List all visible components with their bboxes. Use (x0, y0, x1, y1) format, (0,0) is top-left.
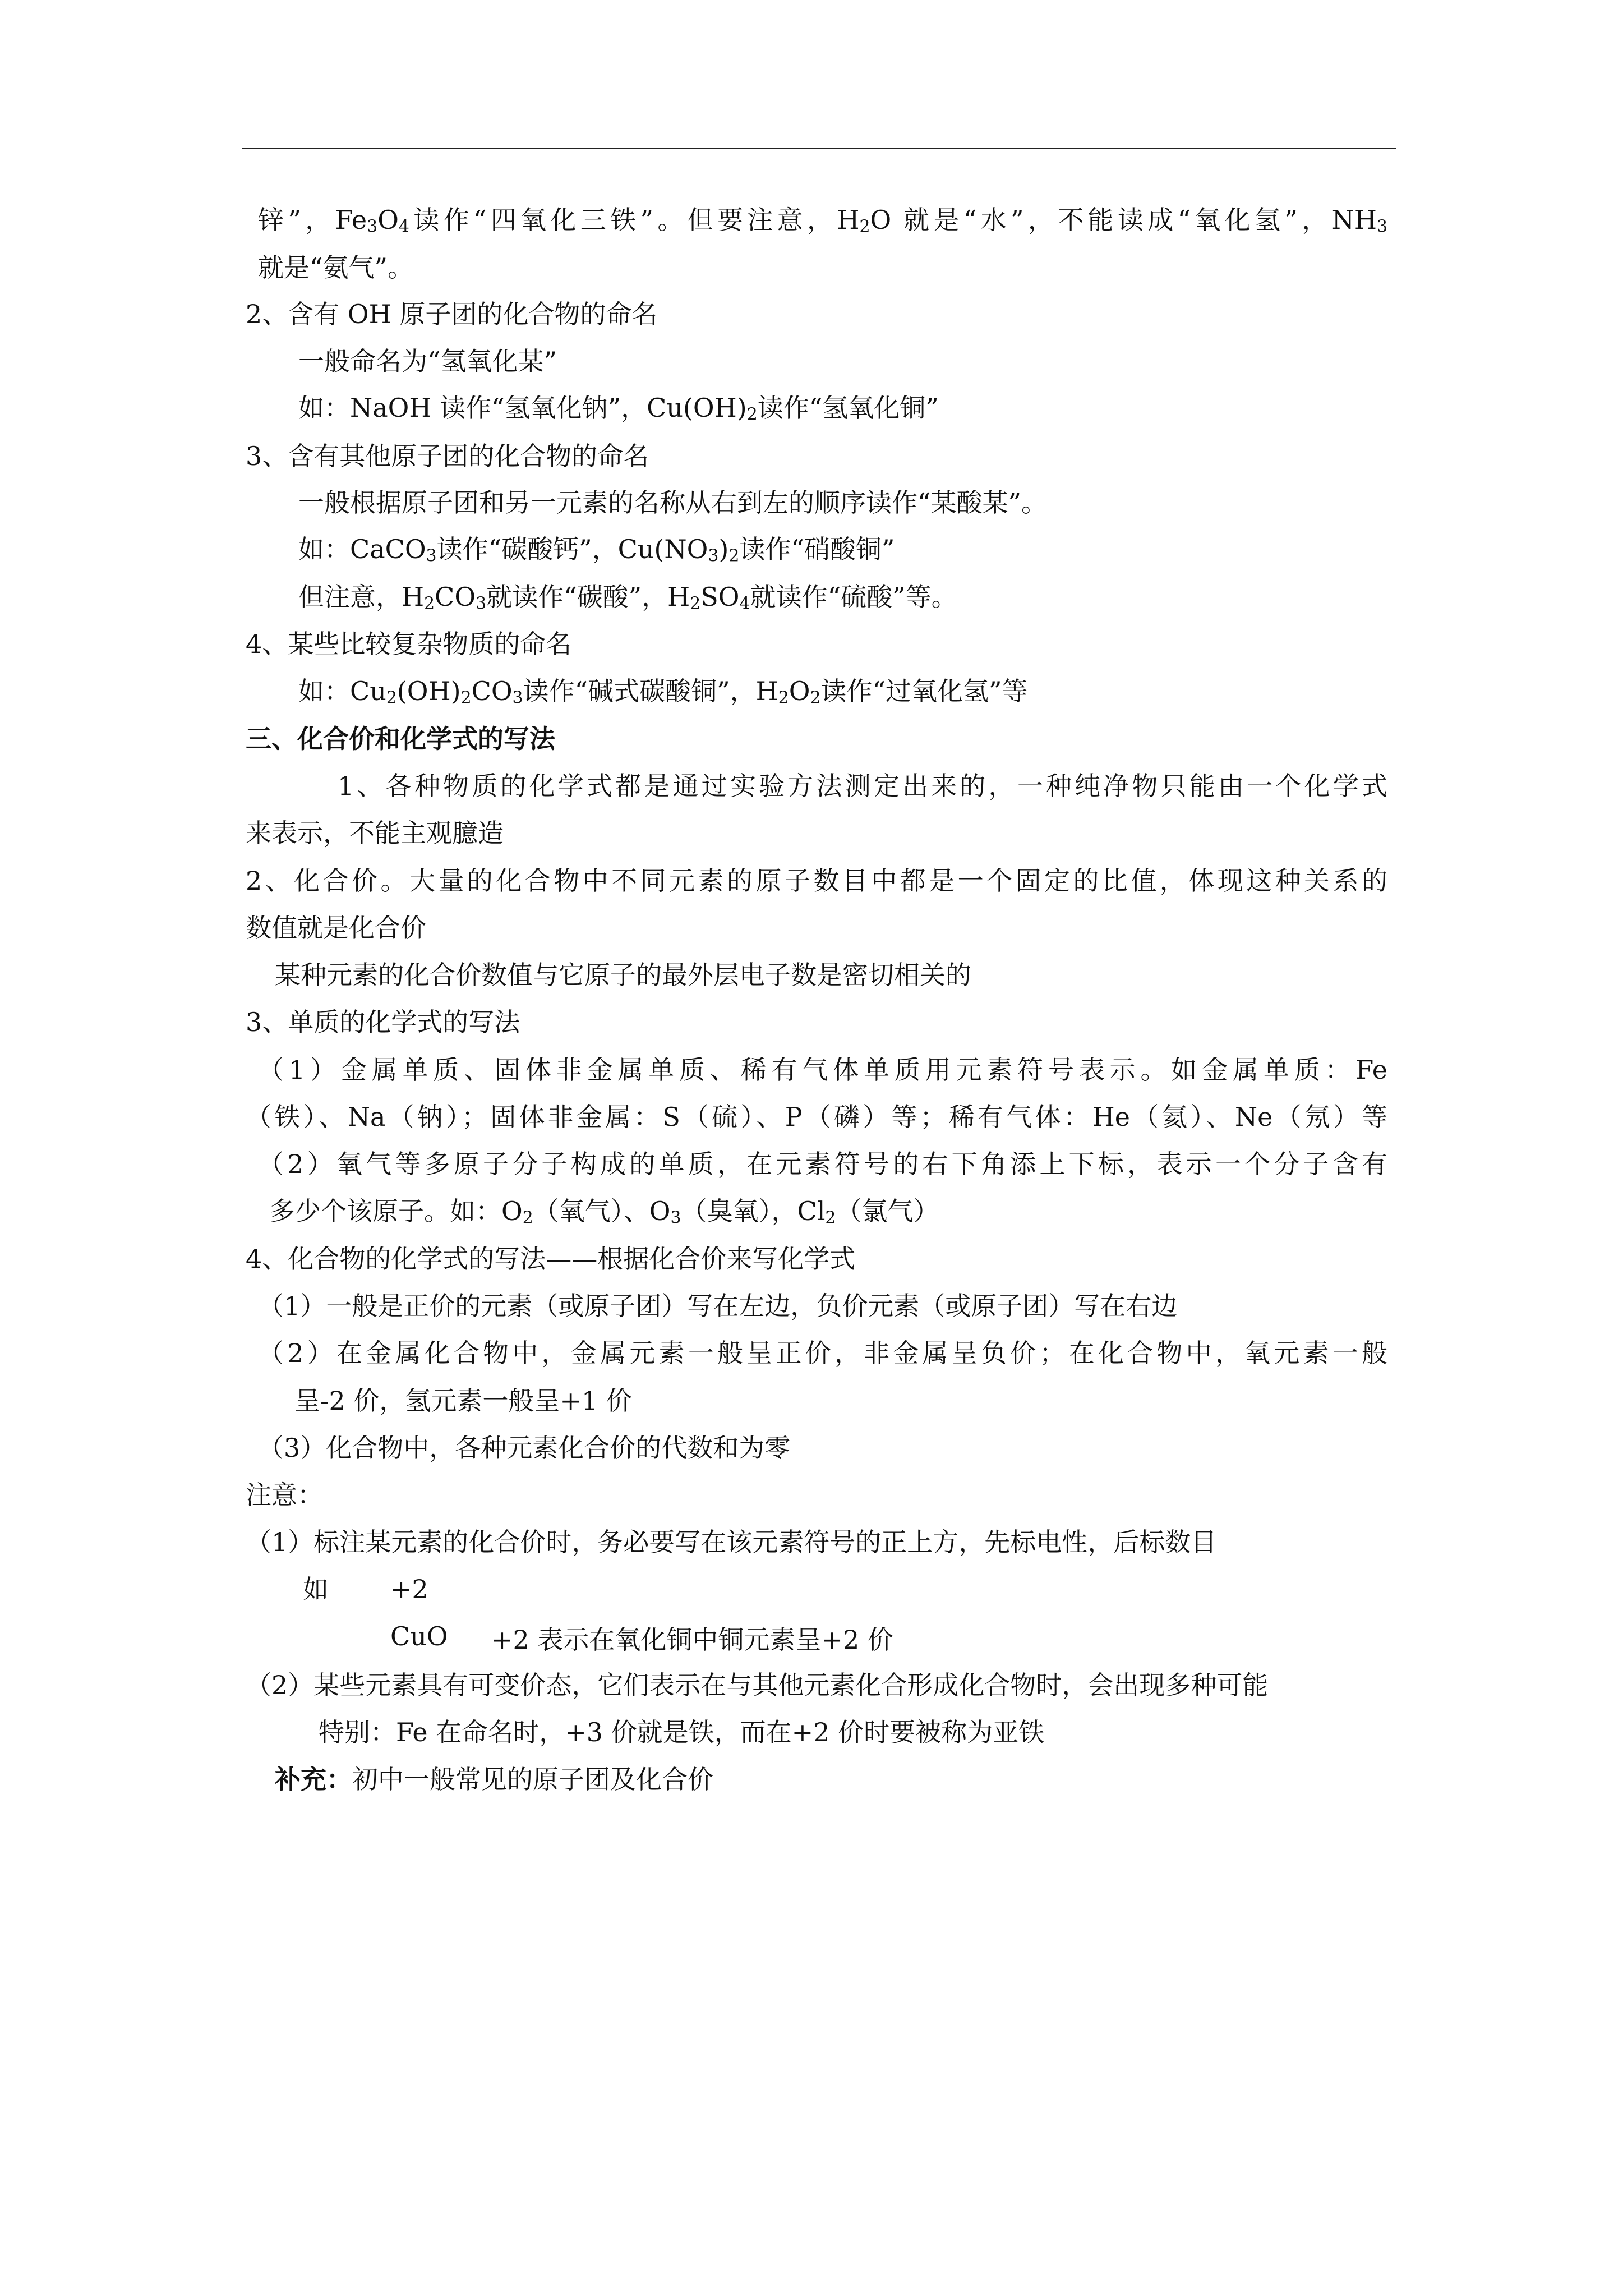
text-line-19: （1）金属单质、固体非金属单质、稀有气体单质用元素符号表示。如金属单质：Fe (258, 1055, 1387, 1085)
text-line-1: 锌”，$Fe_3O_4$读作“四氧化三铁”。但要注意，$H_2O$ 就是“水”，不能读成“氧化氢”，$NH_3$ (258, 205, 1388, 237)
heading-other-groups: 3、含有其他原子团的化合物的命名 (246, 441, 649, 471)
heading-oh-naming: 2、含有 OH 原子团的化合物的命名 (246, 299, 658, 329)
text-line-11: 如：$Cu_2(OH)_2CO_3$读作“碱式碳酸铜”，$H_2O_2$读作“过氧化氢”等 (298, 676, 1028, 708)
text-line-15: 2、化合价。大量的化合物中不同元素的原子数目中都是一个固定的比值，体现这种关系的 (246, 866, 1387, 896)
text-line-13: 1、各种物质的化学式都是通过实验方法测定出来的，一种纯净物只能由一个化学式 (338, 771, 1387, 801)
formula-cuo: CuO (390, 1621, 448, 1651)
heading-compound-formula: 4、化合物的化学式的写法——根据化合价来写化学式 (246, 1244, 856, 1274)
text-line-5: 如：NaOH 读作“氢氧化钠”，$Cu(OH)_2$读作“氢氧化铜” (298, 393, 939, 425)
section-heading-3: 三、化合价和化学式的写法 (246, 724, 555, 754)
text-line-25: （2）在金属化合物中，金属元素一般呈正价，非金属呈负价；在化合物中，氧元素一般 (258, 1338, 1387, 1368)
example-label: 如 (303, 1574, 329, 1604)
text-line-26: 呈-2 价，氢元素一般呈+1 价 (294, 1386, 632, 1416)
text-line-24: （1）一般是正价的元素（或原子团）写在左边，负价元素（或原子团）写在右边 (258, 1291, 1178, 1321)
text-line-17: 某种元素的化合价数值与它原子的最外层电子数是密切相关的 (275, 960, 971, 990)
text-line-20: （铁）、Na（钠）；固体非金属：S（硫）、P（磷）等；稀有气体：He（氦）、Ne（氖）等 (246, 1102, 1387, 1132)
valence-explanation: +2 表示在氧化铜中铜元素呈+2 价 (491, 1625, 893, 1655)
text-line-14: 来表示，不能主观臆造 (246, 818, 504, 848)
valence-plus2: +2 (390, 1574, 428, 1604)
text-line-22: 多少个该原子。如：$O_2$（氧气）、$O_3$（臭氧），$Cl_2$（氯气） (269, 1196, 939, 1228)
text-line-9: 但注意，$H_2CO_3$就读作“碳酸”，$H_2SO_4$就读作“硫酸”等。 (298, 582, 957, 614)
text-line-16: 数值就是化合价 (246, 913, 426, 943)
heading-element-formula: 3、单质的化学式的写法 (246, 1007, 520, 1037)
note-label: 注意： (246, 1480, 323, 1510)
text-line-29: （1）标注某元素的化合价时，务必要写在该元素符号的正上方，先标电性，后标数目 (246, 1527, 1217, 1557)
text-line-33: 特别：Fe 在命名时，+3 价就是铁，而在+2 价时要被称为亚铁 (319, 1717, 1045, 1747)
text-line-7: 一般根据原子团和另一元素的名称从右到左的顺序读作“某酸某”。 (298, 487, 1048, 518)
text-line-32: （2）某些元素具有可变价态，它们表示在与其他元素化合形成化合物时，会出现多种可能 (246, 1670, 1269, 1700)
heading-complex-naming: 4、某些比较复杂物质的命名 (246, 629, 572, 659)
text-line-2: 就是“氨气”。 (258, 252, 414, 283)
text-line-8: 如：CaCO$_3$读作“碳酸钙”，$Cu(NO_3)_2$读作“硝酸铜” (298, 534, 895, 566)
text-line-34: 补充：初中一般常见的原子团及化合价 (275, 1764, 713, 1795)
text-line-4: 一般命名为“氢氧化某” (298, 346, 557, 376)
text-line-27: （3）化合物中，各种元素化合价的代数和为零 (258, 1433, 791, 1463)
text-line-21: （2）氧气等多原子分子构成的单质，在元素符号的右下角添上下标，表示一个分子含有 (258, 1149, 1387, 1179)
header-rule (242, 148, 1396, 149)
